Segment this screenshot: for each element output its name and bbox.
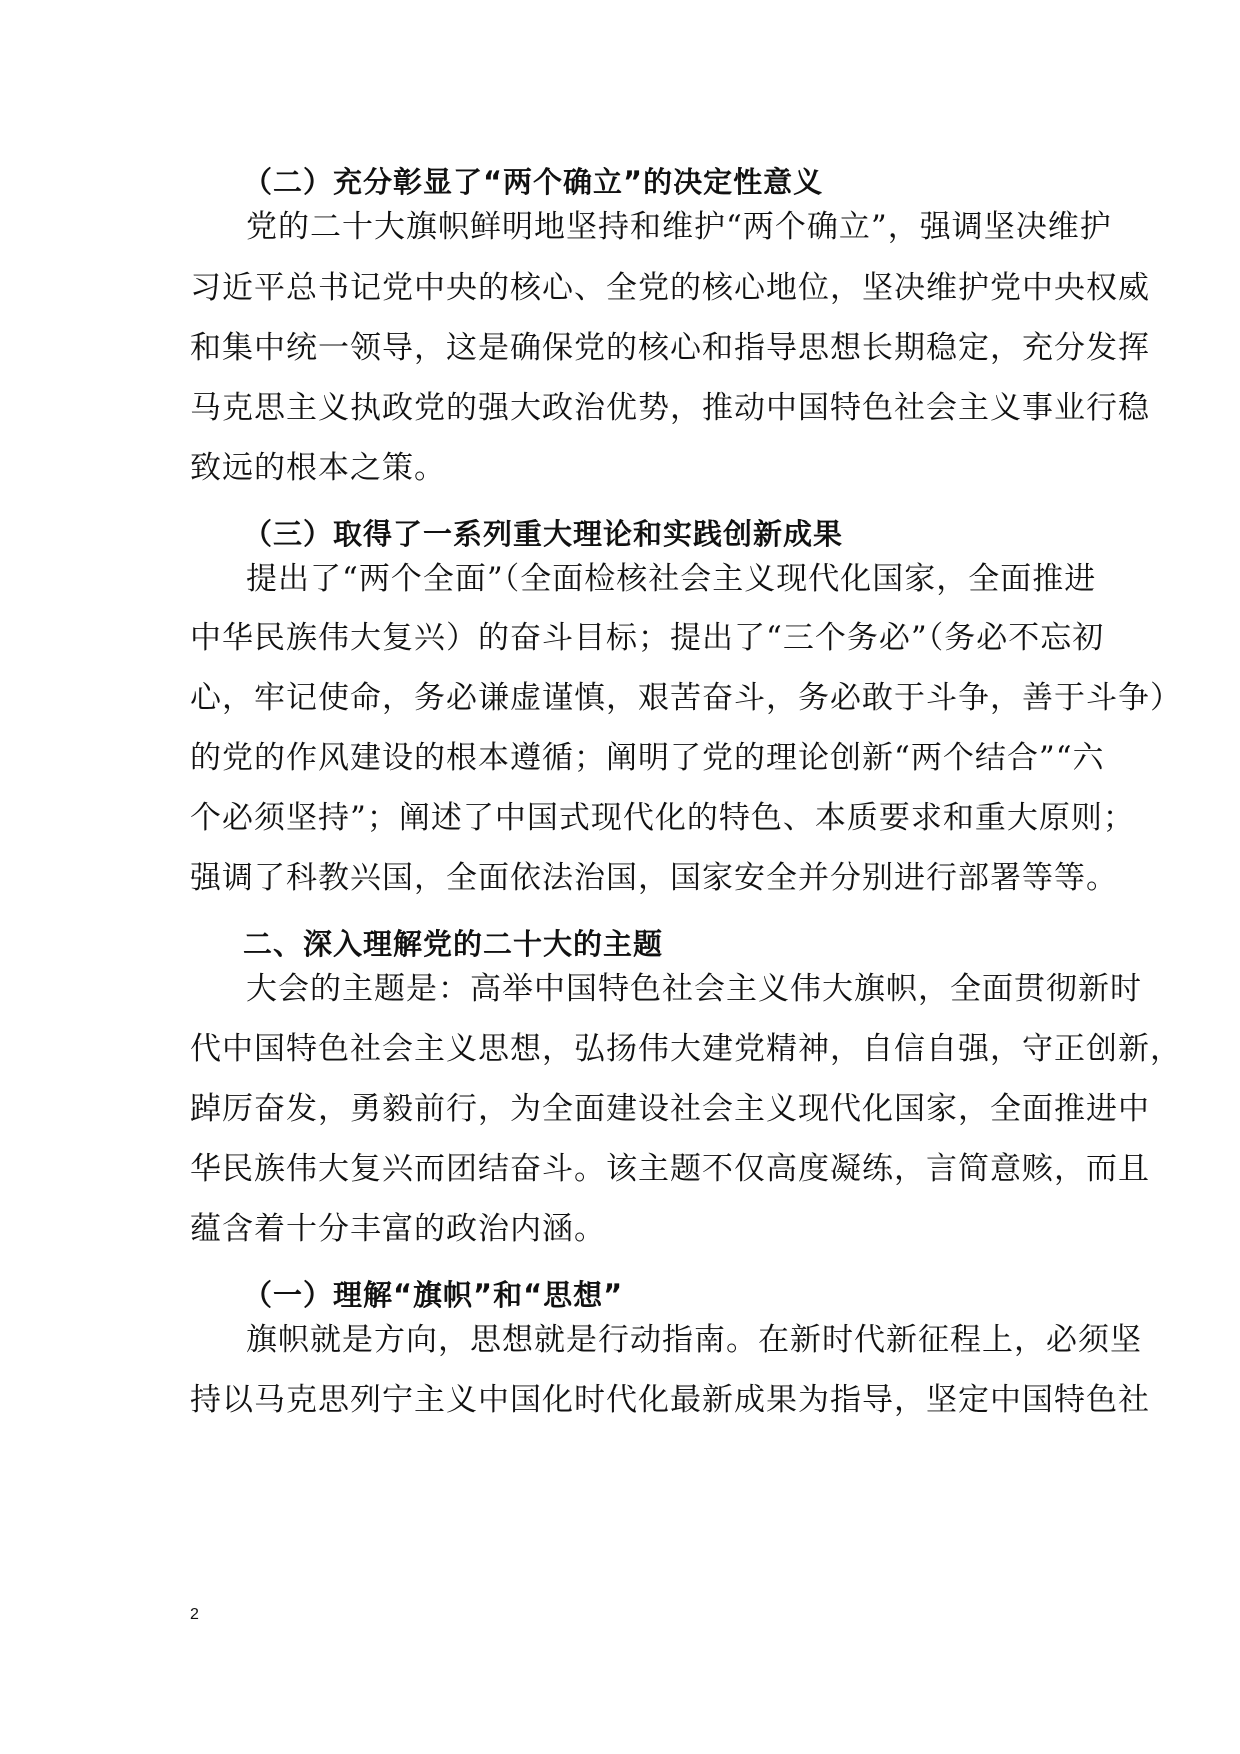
paragraph-line: 个必须坚持”；阐述了中国式现代化的特色、本质要求和重大原则； [190, 800, 1135, 836]
page-number: 2 [190, 1606, 199, 1623]
paragraph-line: 党的二十大旗帜鲜明地坚持和维护“两个确立”，强调坚决维护 [246, 209, 1112, 245]
paragraph-line: 马克思主义执政党的强大政治优势，推动中国特色社会主义事业行稳 [190, 390, 1150, 426]
paragraph-line: 蕴含着十分丰富的政治内涵。 [190, 1211, 606, 1247]
paragraph-line: 强调了科教兴国，全面依法治国，国家安全并分别进行部署等等。 [190, 860, 1118, 896]
paragraph-line: 华民族伟大复兴而团结奋斗。该主题不仅高度凝练，言简意赅，而且 [190, 1151, 1150, 1187]
paragraph-line: 持以马克思列宁主义中国化时代化最新成果为指导，坚定中国特色社 [190, 1382, 1150, 1418]
paragraph-line: 踔厉奋发，勇毅前行，为全面建设社会主义现代化国家，全面推进中 [190, 1091, 1150, 1127]
paragraph-line: 代中国特色社会主义思想，弘扬伟大建党精神，自信自强，守正创新， [190, 1031, 1182, 1067]
paragraph-line: 旗帜就是方向，思想就是行动指南。在新时代新征程上，必须坚 [246, 1322, 1142, 1358]
paragraph-line: 和集中统一领导，这是确保党的核心和指导思想长期稳定，充分发挥 [190, 330, 1150, 366]
paragraph-line: 提出了“两个全面”（全面检核社会主义现代化国家，全面推进 [246, 561, 1097, 597]
section-heading: （二）充分彰显了“两个确立”的决定性意义 [243, 165, 824, 199]
section-heading: （一）理解“旗帜”和“思想” [243, 1278, 624, 1312]
paragraph-line: 致远的根本之策。 [190, 450, 446, 486]
paragraph-line: 习近平总书记党中央的核心、全党的核心地位，坚决维护党中央权威 [190, 270, 1150, 306]
section-heading: （三）取得了一系列重大理论和实践创新成果 [243, 517, 844, 551]
paragraph-line: 的党的作风建设的根本遵循；阐明了党的理论创新“两个结合”“六 [190, 740, 1105, 776]
paragraph-line: 心，牢记使命，务必谦虚谨慎，艰苦奋斗，务必敢于斗争，善于斗争） [190, 680, 1182, 716]
paragraph-line: 中华民族伟大复兴）的奋斗目标；提出了“三个务必”（务必不忘初 [190, 620, 1105, 656]
paragraph-line: 大会的主题是：高举中国特色社会主义伟大旗帜，全面贯彻新时 [246, 971, 1142, 1007]
section-heading: 二、深入理解党的二十大的主题 [243, 927, 664, 961]
